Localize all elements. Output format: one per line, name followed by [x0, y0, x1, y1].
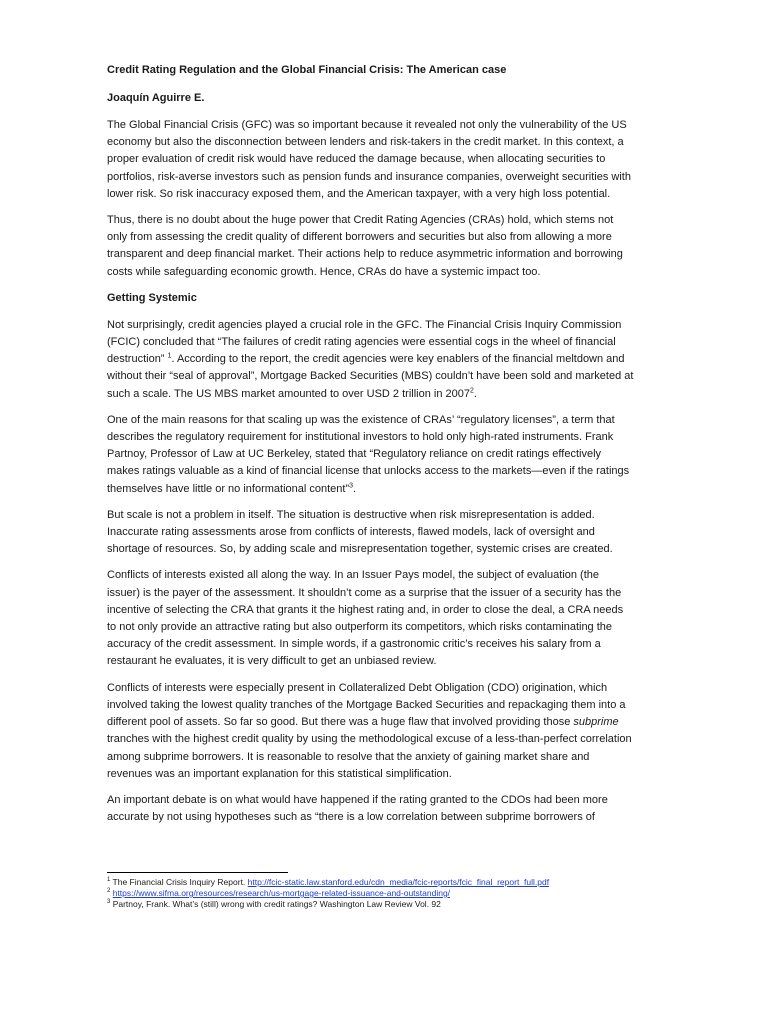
paragraph-3-text-a: Not surprisingly, credit agencies played a crucial role in the GFC. The Financial Crisis Inquiry Commission (FCIC) concluded that “The failures of credit rating agencies were essential cogs in the wheel of financial destruction”	[107, 318, 622, 366]
footnote-number: 2	[107, 888, 111, 895]
footnote-3	[107, 899, 707, 910]
footnote-separator	[107, 872, 288, 873]
footnote-number: 3	[107, 899, 111, 906]
paragraph-7-emphasis: subprime	[573, 716, 619, 729]
document-title: Credit Rating Regulation and the Global Financial Crisis: The American case	[107, 64, 507, 76]
footnote-link[interactable]: https://www.sifma.org/resources/research/us-mortgage-related-issuance-and-outstanding/	[112, 888, 451, 898]
footnote-ref-1: 1	[167, 352, 172, 360]
footnote-1	[107, 877, 707, 888]
footnote-ref-2: 2	[469, 386, 474, 394]
paragraph-7	[107, 680, 635, 783]
footnote-text: Partnoy, Frank. What’s (still) wrong with credit ratings? Washington Law Review Vol. 92	[110, 899, 441, 909]
footnotes	[107, 877, 707, 910]
paragraph-4-text-a: One of the main reasons for that scaling up was the existence of CRAs’ “regulatory licenses”, a term that describes the regulatory requirement for institutional investors to hold only high-rated instruments. Frank Partnoy, Professor of Law at UC Berkeley, stated that “Regulatory reliance on credit ratings effectively makes ratings valuable as a kind of financial license that unlocks access to the markets—even if the ratings themselves have little or no informational content”	[107, 413, 630, 495]
paragraph-3-text-b: . According to the report, the credit agencies were key enablers of the financial meltdown and without their “seal of approval”, Mortgage Backed Securities (MBS) couldn’t have been sold and marketed at such a scale. The US MBS market amounted to over USD 2 trillion in 2007	[107, 353, 634, 400]
paragraph-7-text-a: Conflicts of interests were especially present in Collateralized Debt Obligation (CDO) origination, which involved taking the lowest quality tranches of the Mortgage Backed Securities and repackaging them into a different pool of assets. So far so good. But there was a huge flaw that involved providing those	[107, 681, 626, 729]
footnote-text: The Financial Crisis Inquiry Report.	[110, 877, 248, 887]
paragraph-5: But scale is not a problem in itself. The situation is destructive when risk misrepresentation is added. Inaccurate rating assessments arose from conflicts of interests, flawed models, lack of oversight and shortage of resources. So, by adding scale and misrepresentation together, systemic crises are created.	[107, 508, 613, 556]
document-page	[107, 62, 635, 835]
paragraph-1: The Global Financial Crisis (GFC) was so important because it revealed not only the vulnerability of the US economy but also the disconnection between lenders and risk-takers in the credit market. In this context, a proper evaluation of credit risk would have reduced the damage because, when allocating securities to portfolios, risk-averse investors such as pension funds and insurance companies, overweight securities with lower risk. So risk inaccuracy exposed them, and the American taxpayer, with a very high loss potential.	[107, 119, 631, 200]
section-heading-getting-systemic: Getting Systemic	[107, 291, 197, 304]
paragraph-2: Thus, there is no doubt about the huge power that Credit Rating Agencies (CRAs) hold, which stems not only from assessing the credit quality of different borrowers and securities but also from allowing a more transparent and deep financial market. Their actions help to reduce asymmetric information and borrowing costs while safeguarding economic growth. Hence, CRAs do have a systemic impact too.	[107, 214, 623, 278]
paragraph-3	[107, 317, 635, 403]
paragraph-8: An important debate is on what would have happened if the rating granted to the CDOs had been more accurate by not using hypotheses such as “there is a low correlation between subprime borrowers of	[107, 793, 608, 824]
paragraph-3-text-c: .	[473, 387, 477, 400]
paragraph-4-text-b: .	[353, 482, 357, 495]
footnote-ref-3: 3	[349, 482, 354, 489]
paragraph-7-text-b: tranches with the highest credit quality by using the methodological excuse of a less-than-perfect correlation among subprime borrowers. It is reasonable to resolve that the anxiety of gaining market share and revenues was an important explanation for this statistical simplification.	[107, 733, 632, 780]
footnote-2	[107, 888, 707, 899]
document-author: Joaquín Aguirre E.	[107, 92, 205, 104]
footnote-number: 1	[107, 877, 111, 884]
footnote-link[interactable]: http://fcic-static.law.stanford.edu/cdn_media/fcic-reports/fcic_final_report_full.pdf	[247, 877, 550, 887]
paragraph-6: Conflicts of interests existed all along the way. In an Issuer Pays model, the subject of evaluation (the issuer) is the payer of the assessment. It shouldn’t come as a surprise that the issuer of a security has the incentive of selecting the CRA that grants it the highest rating and, in order to close the deal, a CRA needs to not only provide an attractive rating but also outperform its competitors, which risks contaminating the accuracy of the credit assessment. In simple words, if a gastronomic critic’s receives his salary from a restaurant he evaluates, it is very difficult to get an unbiased review.	[107, 569, 624, 668]
paragraph-4	[107, 412, 635, 498]
